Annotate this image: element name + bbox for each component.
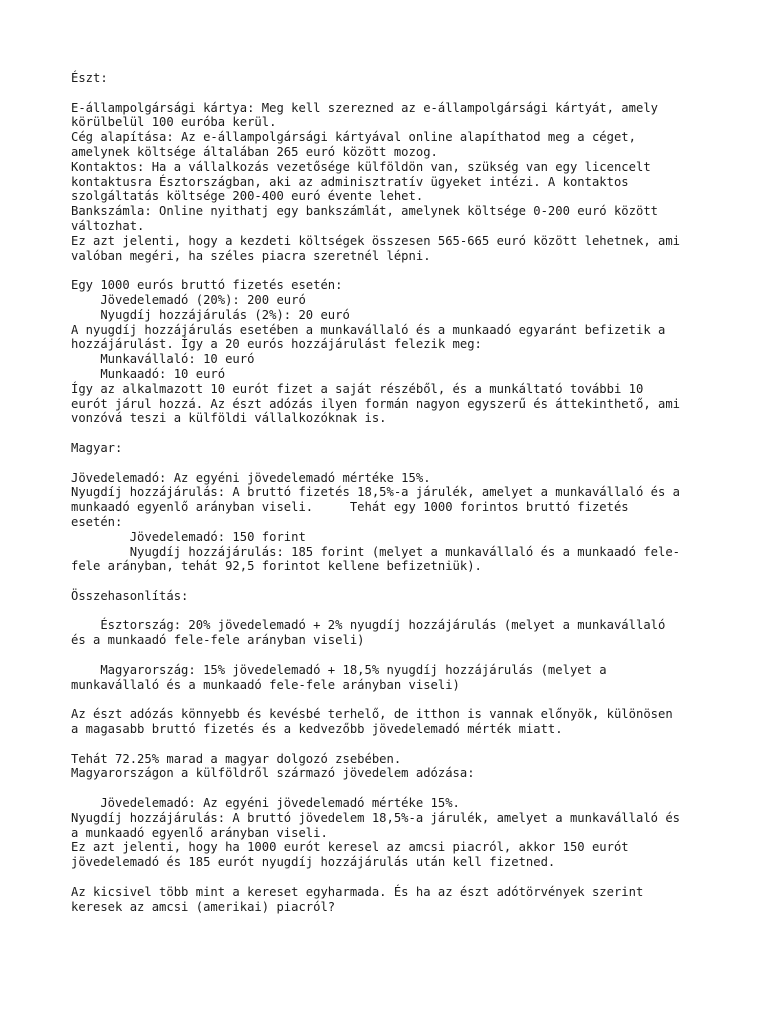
document-body <box>71 71 751 914</box>
text-line: keresek az amcsi (amerikai) piacról? <box>71 899 336 914</box>
blank-line <box>71 648 751 663</box>
text-line: Az észt adózás könnyebb és kevésbé terhelő, de itthon is vannak előnyök, különösen <box>71 707 673 722</box>
text-line: és a munkaadó fele-fele arányban viseli) <box>71 633 365 648</box>
text-line: a magasabb bruttó fizetés és a kedvezőbb jövedelemadó mérték miatt. <box>71 722 563 737</box>
text-line: Kontaktos: Ha a vállalkozás vezetősége külföldön van, szükség van egy licencelt <box>71 159 651 174</box>
text-line: E-állampolgársági kártya: Meg kell szerezned az e-állampolgársági kártyát, amely <box>71 100 658 115</box>
blank-line <box>71 781 751 796</box>
blank-line <box>71 86 751 101</box>
text-line: kontaktusra Észtországban, aki az adminisztratív ügyeket intézi. A kontaktos <box>71 174 629 189</box>
text-line: Jövedelemadó: Az egyéni jövedelemadó mértéke 15%. <box>71 796 460 811</box>
blank-line <box>71 574 751 589</box>
blank-line <box>71 263 751 278</box>
text-line: Cég alapítása: Az e-állampolgársági kártyával online alapíthatod meg a céget, <box>71 130 636 145</box>
text-line: A nyugdíj hozzájárulás esetében a munkavállaló és a munkaadó egyaránt befizetik a <box>71 322 666 337</box>
blank-line <box>71 692 751 707</box>
blank-line <box>71 456 751 471</box>
text-line: Nyugdíj hozzájárulás (2%): 20 euró <box>71 307 350 322</box>
text-line: a munkaadó egyenlő arányban viseli. <box>71 825 328 840</box>
text-line: Munkaadó: 10 euró <box>71 366 226 381</box>
text-line: Nyugdíj hozzájárulás: A bruttó fizetés 18,5%-a járulék, amelyet a munkavállaló és a <box>71 485 681 500</box>
text-line: eurót járul hozzá. Az észt adózás ilyen formán nagyon egyszerű és áttekinthető, ami <box>71 396 681 411</box>
text-line: Magyar: <box>71 440 123 455</box>
text-line: valóban megéri, ha széles piacra szeretnél lépni. <box>71 248 431 263</box>
text-line: Bankszámla: Online nyithatj egy bankszámlát, amelynek költsége 0-200 euró között <box>71 204 658 219</box>
text-line: hozzájárulást. Így a 20 eurós hozzájárulást felezik meg: <box>71 337 482 352</box>
text-line: Az kicsivel több mint a kereset egyharmada. És ha az észt adótörvények szerint <box>71 884 644 899</box>
text-line: Nyugdíj hozzájárulás: 185 forint (melyet a munkavállaló és a munkaadó fele- <box>71 544 681 559</box>
text-line: szolgáltatás költsége 200-400 euró évente lehet. <box>71 189 424 204</box>
text-line: jövedelemadó és 185 eurót nyugdíj hozzájárulás után kell fizetned. <box>71 855 556 870</box>
text-line: munkavállaló és a munkaadó fele-fele arányban viseli) <box>71 677 460 692</box>
text-line: változhat. <box>71 218 145 233</box>
text-line: Jövedelemadó (20%): 200 euró <box>71 292 306 307</box>
text-line: Észtország: 20% jövedelemadó + 2% nyugdíj hozzájárulás (melyet a munkavállaló <box>71 618 666 633</box>
blank-line <box>71 604 751 619</box>
text-line: Magyarországon a külföldről származó jövedelem adózása: <box>71 766 475 781</box>
text-line: Nyugdíj hozzájárulás: A bruttó jövedelem 18,5%-a járulék, amelyet a munkavállaló és <box>71 810 681 825</box>
text-line: Magyarország: 15% jövedelemadó + 18,5% nyugdíj hozzájárulás (melyet a <box>71 662 607 677</box>
text-line: Munkavállaló: 10 euró <box>71 352 255 367</box>
text-line: Ez azt jelenti, hogy ha 1000 eurót keresel az amcsi piacról, akkor 150 eurót <box>71 840 629 855</box>
text-line: amelynek költsége általában 265 euró között mozog. <box>71 144 438 159</box>
text-line: Ez azt jelenti, hogy a kezdeti költségek összesen 565-665 euró között lehetnek, ami <box>71 233 681 248</box>
blank-line <box>71 870 751 885</box>
text-line: vonzóvá teszi a külföldi vállalkozóknak is. <box>71 411 387 426</box>
text-line: Észt: <box>71 71 108 85</box>
text-line: körülbelül 100 euróba kerül. <box>71 115 277 130</box>
text-line: esetén: <box>71 514 123 529</box>
blank-line <box>71 426 751 441</box>
text-line: Egy 1000 eurós bruttó fizetés esetén: <box>71 278 343 293</box>
text-line: Így az alkalmazott 10 eurót fizet a saját részéből, és a munkáltató további 10 <box>71 381 644 396</box>
text-line: munkaadó egyenlő arányban viseli. Tehát egy 1000 forintos bruttó fizetés <box>71 500 629 515</box>
blank-line <box>71 737 751 752</box>
text-line: Tehát 72.25% marad a magyar dolgozó zsebében. <box>71 751 402 766</box>
text-line: fele arányban, tehát 92,5 forintot kellene befizetniük). <box>71 559 482 574</box>
text-line: Összehasonlítás: <box>71 588 189 603</box>
text-line: Jövedelemadó: Az egyéni jövedelemadó mértéke 15%. <box>71 470 431 485</box>
text-line: Jövedelemadó: 150 forint <box>71 529 306 544</box>
